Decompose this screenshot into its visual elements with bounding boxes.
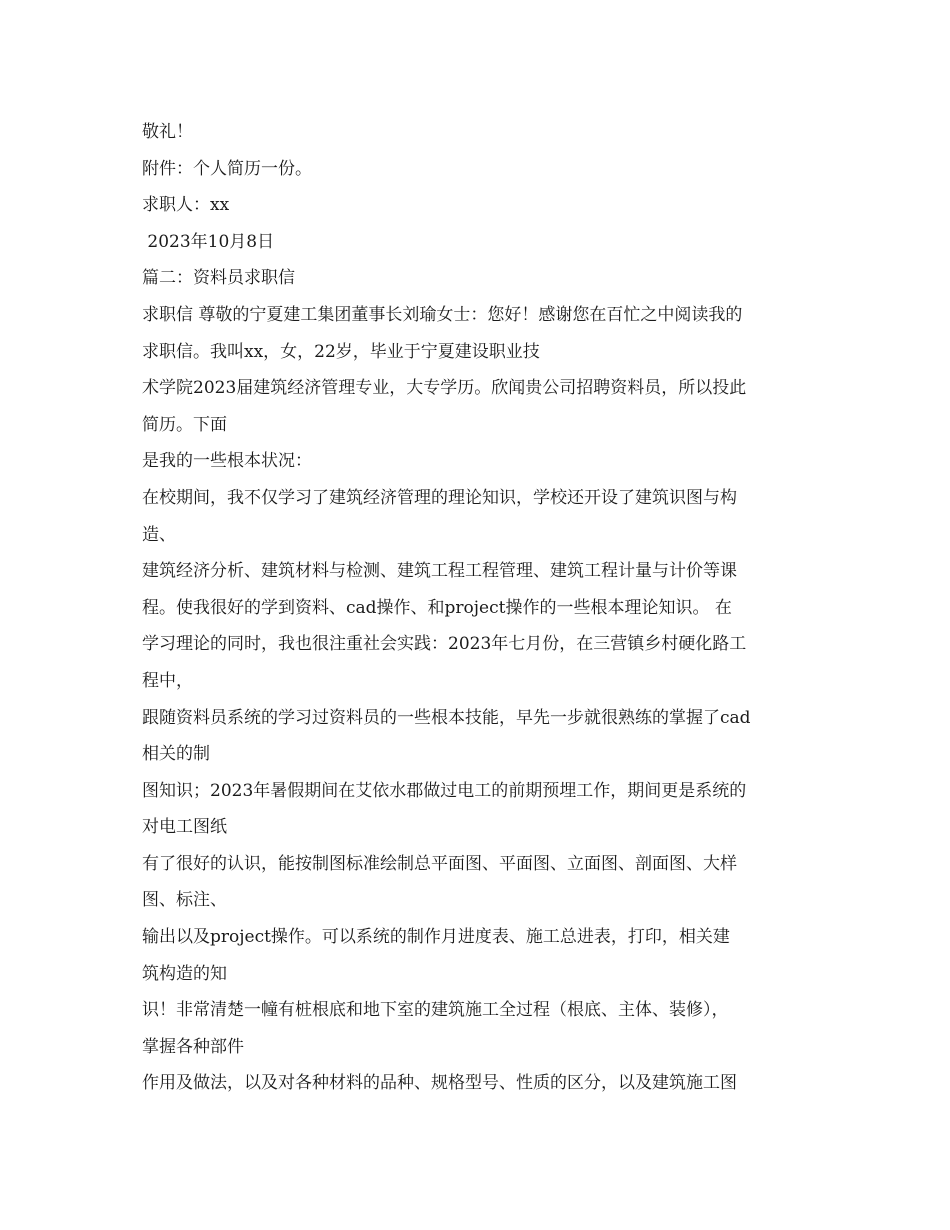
paragraph-line: 学习理论的同时，我也很注重社会实践：2023年七月份，在三营镇乡村硬化路工 xyxy=(142,634,747,655)
paragraph-line: 输出以及project操作。可以系统的制作月进度表、施工总进表，打印，相关建 xyxy=(142,927,730,948)
paragraph-line: 图、标注、 xyxy=(142,890,227,911)
paragraph-line: 求职信。我叫xx，女，22岁，毕业于宁夏建设职业技 xyxy=(142,341,540,362)
attachment-note: 附件：个人简历一份。 xyxy=(142,158,312,179)
paragraph-line: 跟随资料员系统的学习过资料员的一些根本技能，早先一步就很熟练的掌握了cad xyxy=(142,707,751,728)
paragraph-line: 相关的制 xyxy=(142,744,210,765)
paragraph-line: 是我的一些根本状况： xyxy=(142,451,312,472)
paragraph-line: 对电工图纸 xyxy=(142,817,227,838)
applicant-name: 求职人：xx xyxy=(142,195,230,216)
paragraph-line: 程。使我很好的学到资料、cad操作、和project操作的一些根本理论知识。 在 xyxy=(142,597,732,618)
closing-salutation: 敬礼！ xyxy=(142,122,193,142)
paragraph-line: 建筑经济分析、建筑材料与检测、建筑工程工程管理、建筑工程计量与计价等课 xyxy=(142,561,737,582)
paragraph-line: 筑构造的知 xyxy=(142,963,227,984)
paragraph-line: 简历。下面 xyxy=(142,414,227,435)
paragraph-line: 识！非常清楚一幢有桩根底和地下室的建筑施工全过程（根底、主体、装修）， xyxy=(142,1000,729,1021)
paragraph-line: 掌握各种部件 xyxy=(142,1036,244,1057)
paragraph-line: 图知识；2023年暑假期间在艾依水郡做过电工的前期预埋工作，期间更是系统的 xyxy=(142,780,747,801)
paragraph-line: 造、 xyxy=(142,524,176,545)
paragraph-line: 求职信 尊敬的宁夏建工集团董事长刘瑜女士：您好！感谢您在百忙之中阅读我的 xyxy=(142,304,743,325)
letter-body xyxy=(142,114,822,1102)
letter-date: 2023年10月8日 xyxy=(142,231,275,252)
paragraph-line: 作用及做法，以及对各种材料的品种、规格型号、性质的区分，以及建筑施工图 xyxy=(142,1073,737,1094)
paragraph-line: 在校期间，我不仅学习了建筑经济管理的理论知识，学校还开设了建筑识图与构 xyxy=(142,487,737,508)
section-heading: 篇二：资料员求职信 xyxy=(142,268,295,289)
paragraph-line: 术学院2023届建筑经济管理专业，大专学历。欣闻贵公司招聘资料员，所以投此 xyxy=(142,378,747,399)
paragraph-line: 程中， xyxy=(142,670,193,691)
paragraph-line: 有了很好的认识，能按制图标准绘制总平面图、平面图、立面图、剖面图、大样 xyxy=(142,853,737,874)
